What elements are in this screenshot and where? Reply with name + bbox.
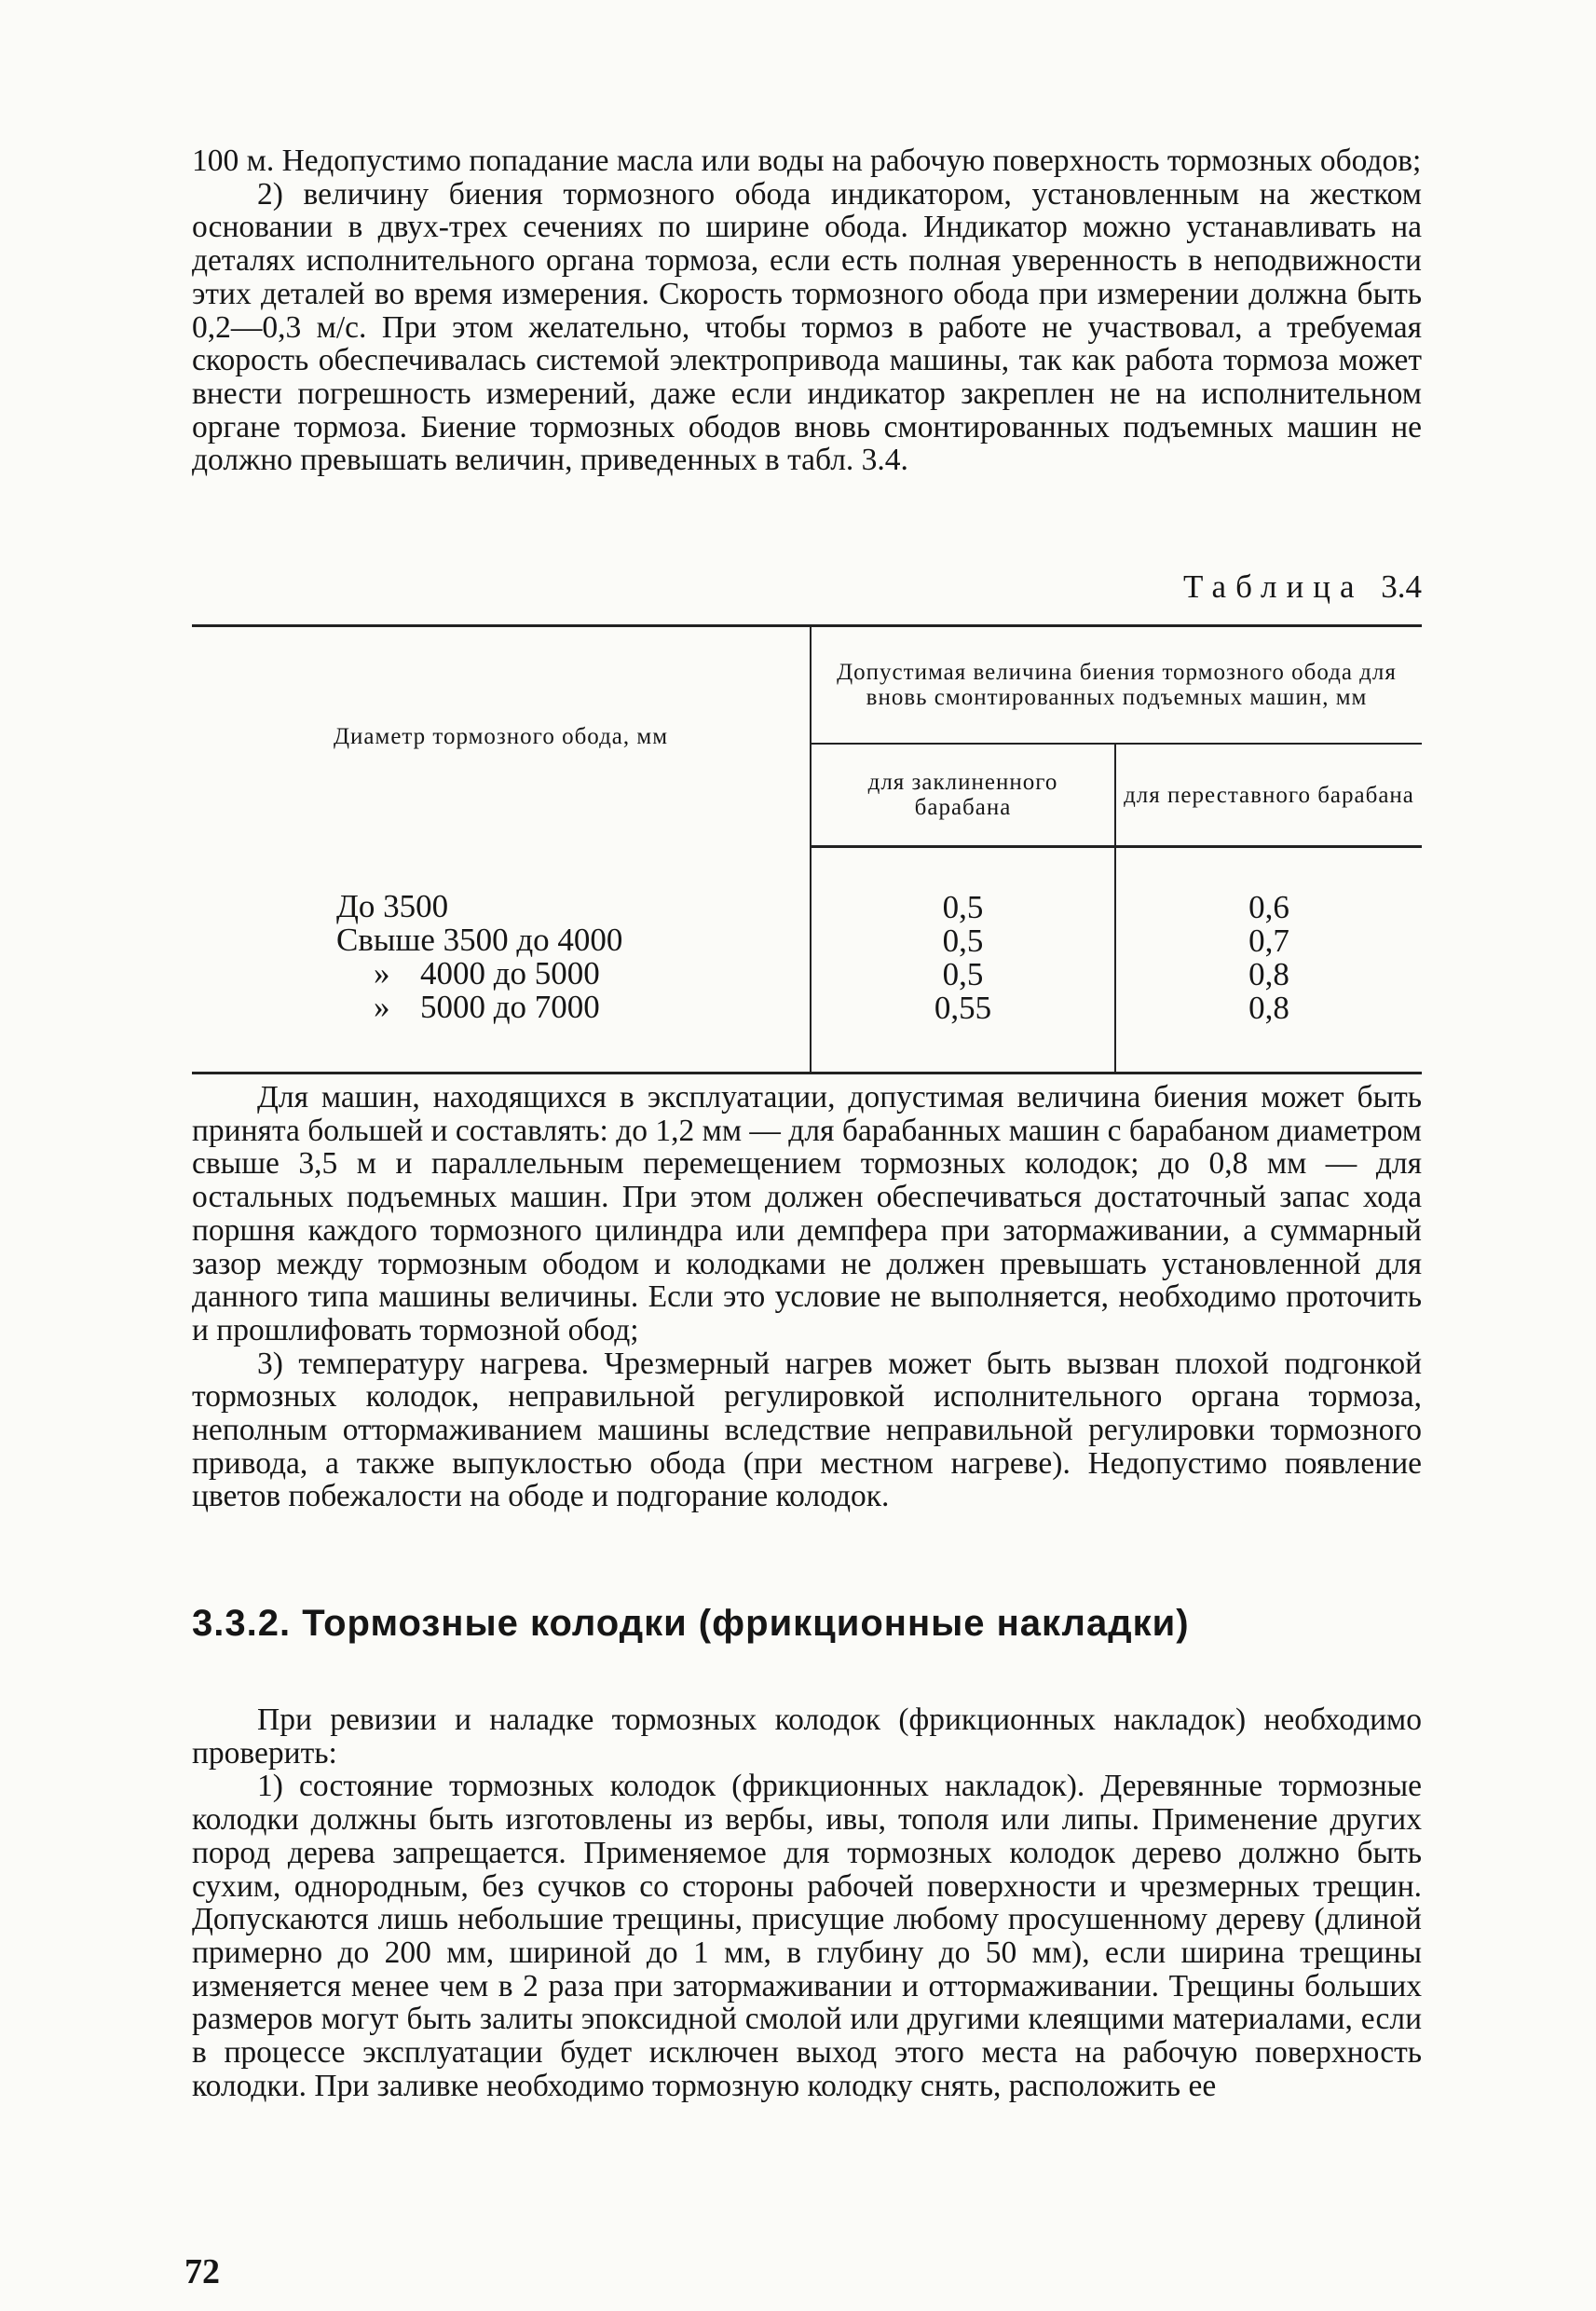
table-cell-fixed: 0,55 bbox=[934, 990, 992, 1026]
movable-drum-column bbox=[1115, 847, 1422, 1073]
table-cell-diameter: » 4000 до 5000 bbox=[336, 957, 810, 991]
table-caption bbox=[1183, 568, 1422, 606]
runout-table bbox=[192, 624, 1422, 1074]
column-header-diameter: Диаметр тормозного обода, мм bbox=[333, 724, 669, 750]
section-heading: 3.3.2. Тормозные колодки (фрикционные накладки) bbox=[192, 1603, 1190, 1644]
text-block-middle bbox=[192, 1081, 1422, 1513]
text-block-lower bbox=[192, 1703, 1422, 2102]
fixed-drum-column bbox=[811, 847, 1115, 1073]
table-caption-word: Таблица bbox=[1183, 568, 1364, 605]
paragraph: 3) температуру нагрева. Чрезмерный нагрев может быть вызван плохой подгонкой тормозных колодок, неправильной регулировкой исполнительного органа тормоза, неполным оттормаживанием машины вследствие неправильной регулировки тормозного привода, а также выпуклостью обода (при местном нагреве). Недопустимо появление цветов побежалости на ободе и подгорание колодок. bbox=[192, 1346, 1422, 1514]
table-cell-fixed: 0,5 bbox=[942, 889, 984, 925]
paragraph: 2) величину биения тормозного обода индикатором, установленным на жестком основании в двух-трех сечениях по ширине обода. Индикатор можно устанавливать на деталях исполнительного органа тормоза, если есть полная уверенность в неподвижности этих деталей во время измерения. Скорость тормозного обода при измерении должна быть 0,2—0,3 м/с. При этом желательно, чтобы тормоз в работе не участвовал, а требуемая скорость обеспечивалась системой электропривода машины, так как работа тормоза может внести погрешность измерений, даже если индикатор закреплен не на исполнительном органе тормоза. Биение тормозных ободов вновь смонтированных подъемных машин не должно превышать величин, приведенных в табл. 3.4. bbox=[192, 176, 1422, 478]
diameter-column bbox=[192, 847, 811, 1073]
table-cell-diameter: » 5000 до 7000 bbox=[336, 991, 810, 1024]
column-header-fixed-drum: для заклиненного барабана bbox=[811, 744, 1115, 847]
paragraph: 1) состояние тормозных колодок (фрикционных накладок). Деревянные тормозные колодки должны быть изготовлены из вербы, ивы, тополя или липы. Применение других пород дерева запрещается. Применяемое для тормозных колодок дерево должно быть сухим, однородным, без сучков со стороны рабочей поверхности и чрезмерных трещин. Допускаются лишь небольшие трещины, присущие любому просушенному дереву (длиной примерно до 200 мм, шириной до 1 мм, в глубину до 50 мм), если ширина трещины изменяется менее чем в 2 раза при затормаживании и оттормаживании. Трещины больших размеров могут быть залиты эпоксидной смолой или другими клеящими материалами, если в процессе эксплуатации будет исключен выход этого места на рабочую поверхность колодки. При заливке необходимо тормозную колодку снять, расположить ее bbox=[192, 1769, 1422, 2103]
table-caption-number: 3.4 bbox=[1381, 568, 1422, 605]
ditto-mark: » bbox=[374, 954, 390, 991]
page-number: 72 bbox=[184, 2252, 220, 2291]
paragraph: Для машин, находящихся в эксплуатации, допустимая величина биения может быть принята большей и составлять: до 1,2 мм — для барабанных машин с барабаном диаметром свыше 3,5 м и параллельным перемещением тормозных колодок; до 0,8 мм — для остальных подъемных машин. При этом должен обеспечиваться достаточный запас хода поршня каждого тормозного цилиндра или демпфера при затормаживании, а суммарный зазор между тормозным ободом и колодками не должен превышать установленной для данного типа машины величины. Если это условие не выполняется, необходимо проточить и прошлифовать тормозной обод; bbox=[192, 1080, 1422, 1347]
table-cell-diameter: До 3500 bbox=[336, 887, 449, 924]
paragraph: При ревизии и наладке тормозных колодок (фрикционных накладок) необходимо проверить: bbox=[192, 1702, 1422, 1771]
table-cell-diameter: Свыше 3500 до 4000 bbox=[336, 921, 623, 958]
table-cell-movable: 0,6 bbox=[1248, 889, 1289, 925]
table-cell-fixed: 0,5 bbox=[942, 923, 984, 959]
text-block-upper bbox=[192, 144, 1422, 477]
column-header-movable-drum: для переставного барабана bbox=[1115, 744, 1422, 847]
column-header-group: Допустимая величина биения тормозного обода для вновь смонтированных подъемных машин, мм bbox=[811, 626, 1422, 745]
table-cell-fixed: 0,5 bbox=[942, 956, 984, 992]
table-cell-movable: 0,8 bbox=[1248, 956, 1289, 992]
ditto-mark: » bbox=[374, 988, 390, 1025]
paragraph: 100 м. Недопустимо попадание масла или воды на рабочую поверхность тормозных ободов; bbox=[192, 144, 1422, 178]
table-cell-movable: 0,8 bbox=[1248, 990, 1289, 1026]
table-cell-movable: 0,7 bbox=[1248, 923, 1289, 959]
